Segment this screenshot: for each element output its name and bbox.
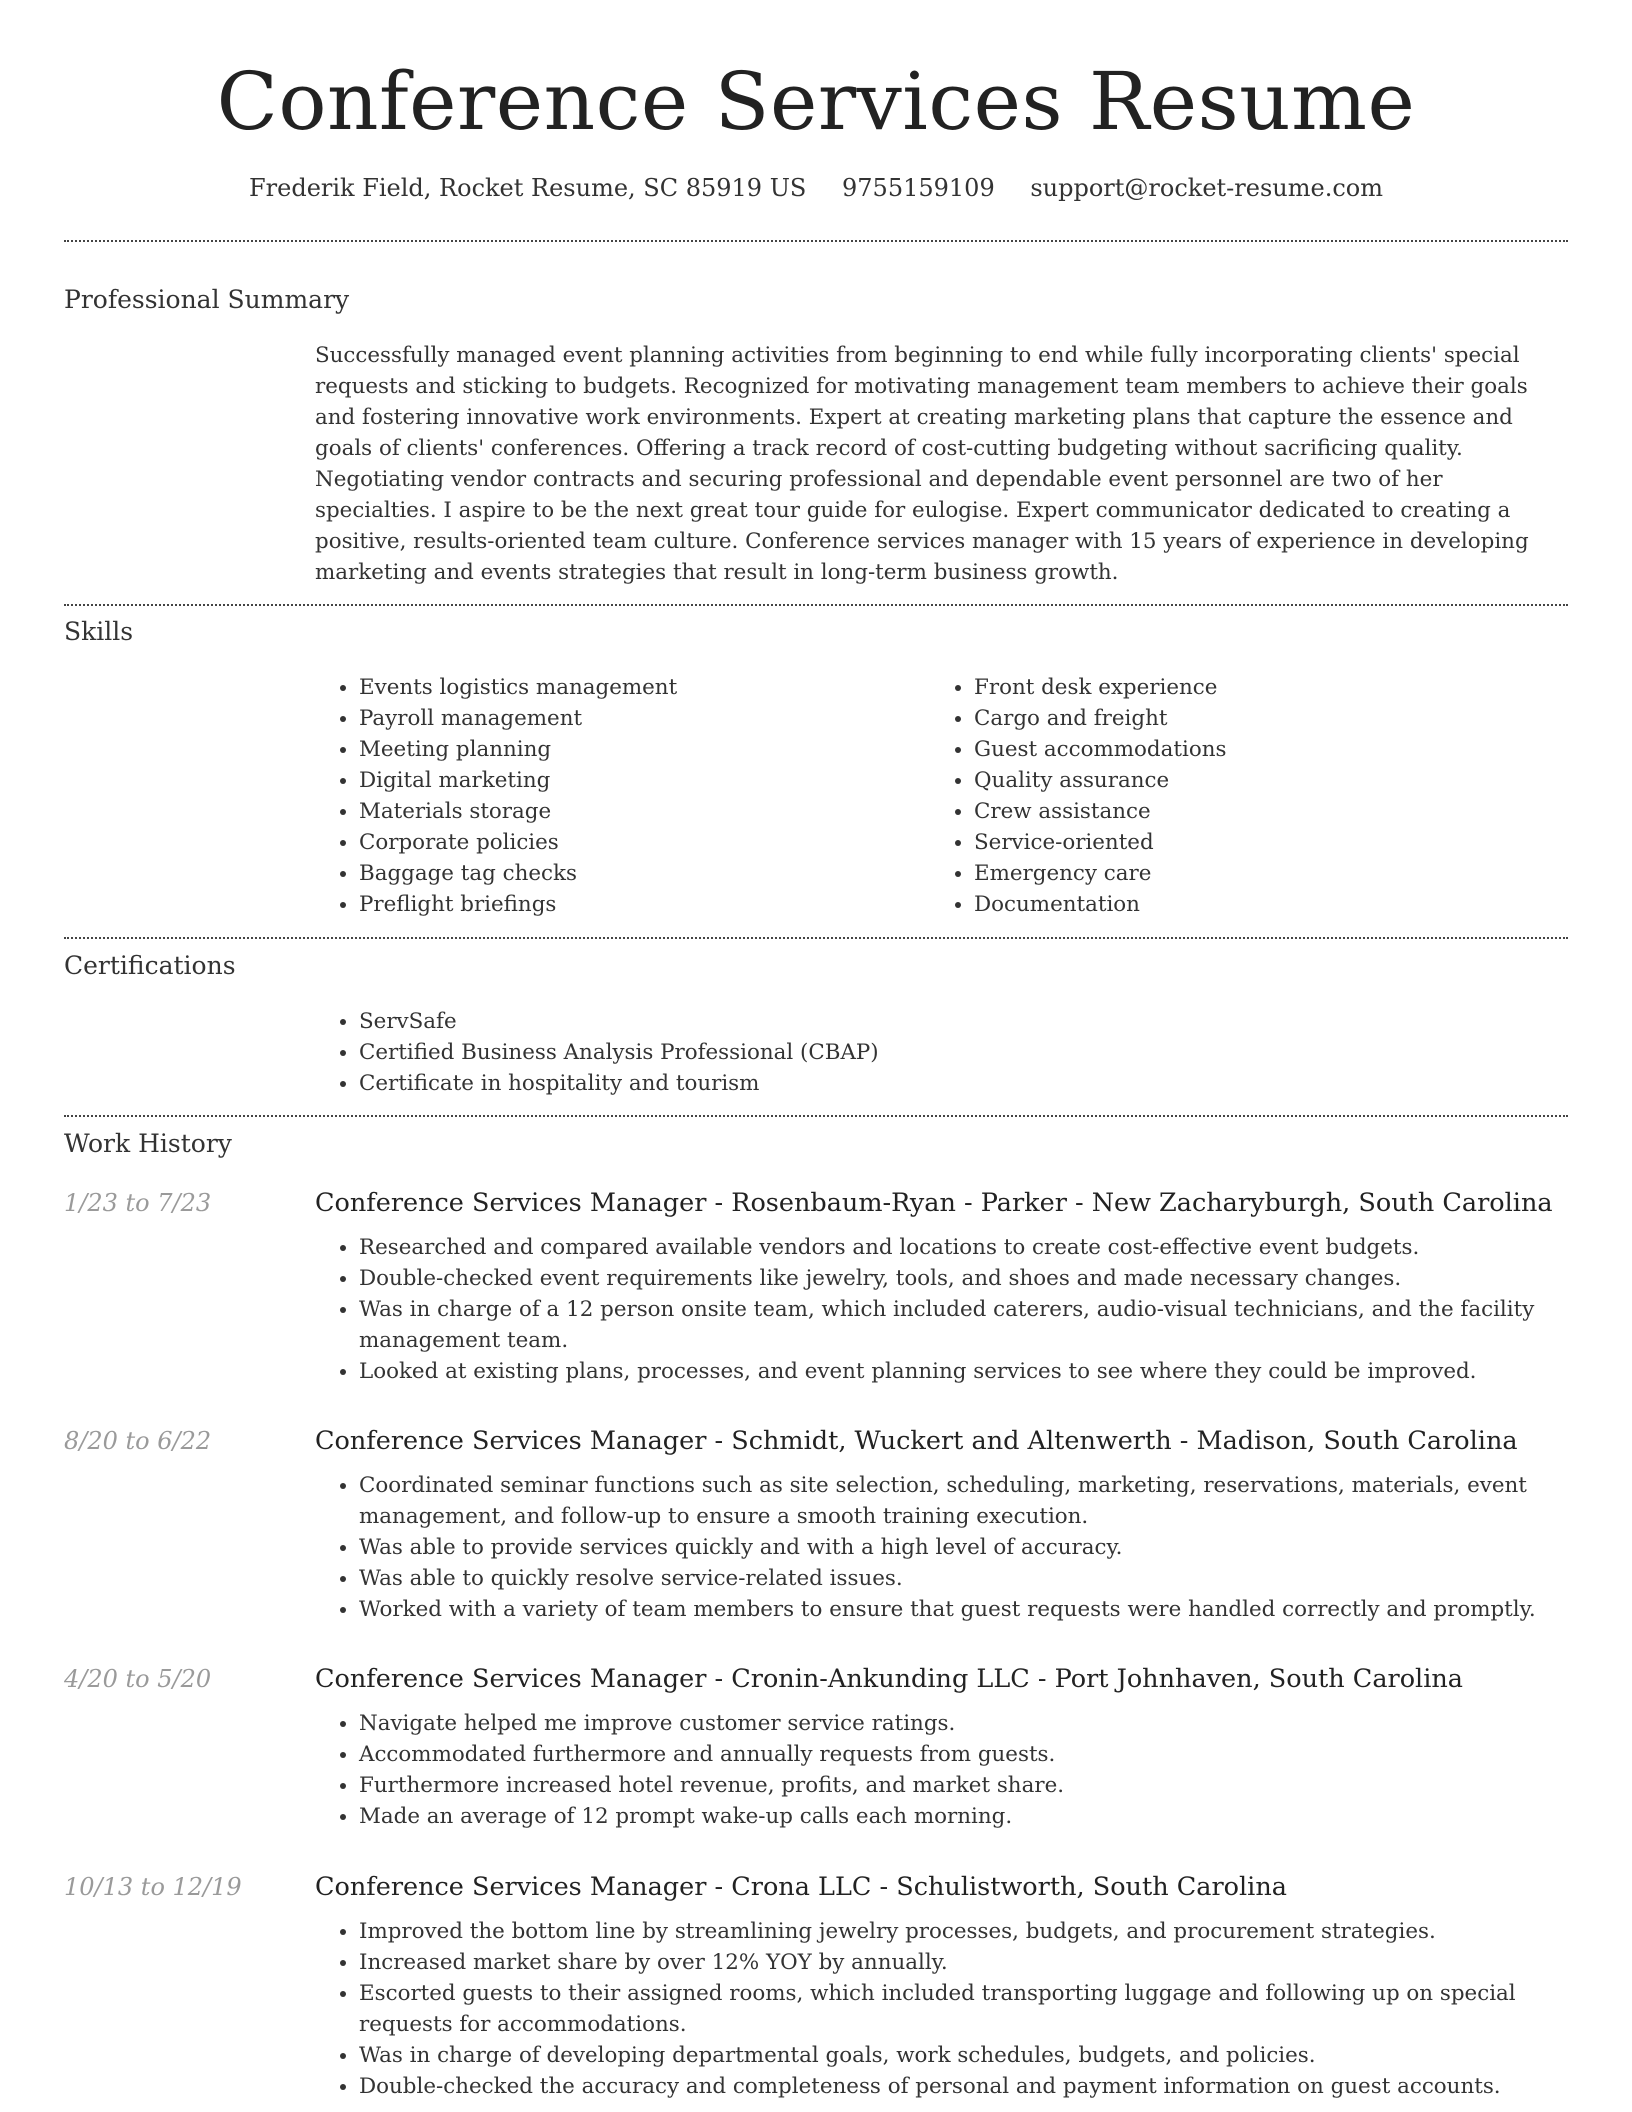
summary-heading: Professional Summary bbox=[64, 285, 350, 314]
skill-item: • Cargo and freight bbox=[974, 703, 1574, 734]
job-title: Conference Services Manager - Cronin-Ankunding LLC - Port Johnhaven, South Carolina bbox=[315, 1664, 1463, 1694]
job-bullet: • Increased market share by over 12% YOY by annually. bbox=[359, 1947, 1568, 1978]
contact-line bbox=[0, 172, 1632, 204]
resume-title: Conference Services Resume bbox=[216, 55, 1416, 148]
job-bullet: • Researched and compared available vendors and locations to create cost-effective event budgets. bbox=[359, 1232, 1568, 1263]
skill-item: • Preflight briefings bbox=[359, 889, 929, 920]
job-bullet: • Double-checked the accuracy and completeness of personal and payment information on guest accounts. bbox=[359, 2071, 1568, 2102]
job-bullet: • Furthermore increased hotel revenue, profits, and market share. bbox=[359, 1770, 1568, 1801]
certification-item: • Certificate in hospitality and tourism bbox=[359, 1068, 1568, 1099]
skills-list-right bbox=[930, 672, 1574, 920]
contact-phone: 9755159109 bbox=[842, 174, 995, 202]
contact-email: support@rocket-resume.com bbox=[1030, 174, 1383, 202]
job-title: Conference Services Manager - Crona LLC - Schulistworth, South Carolina bbox=[315, 1872, 1287, 1902]
skill-item: • Meeting planning bbox=[359, 734, 929, 765]
job-dates: 4/20 to 5/20 bbox=[64, 1665, 212, 1693]
job-bullet: • Was able to provide services quickly and with a high level of accuracy. bbox=[359, 1532, 1568, 1563]
certifications-list bbox=[315, 1006, 1568, 1099]
skill-item: • Documentation bbox=[974, 889, 1574, 920]
summary-section bbox=[315, 340, 1568, 588]
skill-item: • Corporate policies bbox=[359, 827, 929, 858]
job-bullet: • Worked with a variety of team members to ensure that guest requests were handled correctly and promptly. bbox=[359, 1594, 1568, 1625]
skill-item: • Events logistics management bbox=[359, 672, 929, 703]
job-bullet: • Was in charge of a 12 person onsite team, which included caterers, audio-visual technicians, and the facility management team. bbox=[359, 1294, 1568, 1356]
skill-item: • Service-oriented bbox=[974, 827, 1574, 858]
contact-address: Frederik Field, Rocket Resume, SC 85919 US bbox=[249, 174, 807, 202]
skill-item: • Front desk experience bbox=[974, 672, 1574, 703]
summary-text: Successfully managed event planning activities from beginning to end while fully incorporating clients' special requests and sticking to budgets. Recognized for motivating management team members to achieve their goals and fostering innovative work environments. Expert at creating marketing plans that capture the essence and goals of clients' conferences. Offering a track record of cost-cutting budgeting without sacrificing quality. Negotiating vendor contracts and securing professional and dependable event personnel are two of her specialties. I aspire to be the next great tour guide for eulogise. Expert communicator dedicated to creating a positive, results-oriented team culture. Conference services manager with 15 years of experience in developing marketing and events strategies that result in long-term business growth. bbox=[315, 343, 1529, 585]
job-entry bbox=[315, 1870, 1568, 2102]
job-bullet: • Looked at existing plans, processes, and event planning services to see where they could be improved. bbox=[359, 1356, 1568, 1387]
divider bbox=[64, 937, 1568, 939]
job-bullet: • Improved the bottom line by streamlining jewelry processes, budgets, and procurement strategies. bbox=[359, 1916, 1568, 1947]
job-dates: 1/23 to 7/23 bbox=[64, 1189, 212, 1217]
job-bullet: • Navigate helped me improve customer service ratings. bbox=[359, 1708, 1568, 1739]
job-bullet: • Made an average of 12 prompt wake-up calls each morning. bbox=[359, 1801, 1568, 1832]
job-bullet: • Was in charge of developing departmental goals, work schedules, budgets, and policies. bbox=[359, 2040, 1568, 2071]
certification-item: • ServSafe bbox=[359, 1006, 1568, 1037]
certifications-heading: Certifications bbox=[64, 951, 236, 980]
skill-item: • Emergency care bbox=[974, 858, 1574, 889]
skill-item: • Baggage tag checks bbox=[359, 858, 929, 889]
job-bullets bbox=[315, 1708, 1568, 1832]
job-bullets bbox=[315, 1232, 1568, 1387]
job-entry bbox=[315, 1424, 1568, 1625]
skill-item: • Payroll management bbox=[359, 703, 929, 734]
job-bullets bbox=[315, 1916, 1568, 2102]
skills-list-left bbox=[315, 672, 929, 920]
skill-item: • Quality assurance bbox=[974, 765, 1574, 796]
work-history-heading: Work History bbox=[64, 1129, 232, 1158]
job-bullet: • Coordinated seminar functions such as site selection, scheduling, marketing, reservations, materials, event management, and follow-up to ensure a smooth training execution. bbox=[359, 1470, 1568, 1532]
certifications-section bbox=[315, 1006, 1568, 1099]
job-entry bbox=[315, 1662, 1568, 1832]
skill-item: • Digital marketing bbox=[359, 765, 929, 796]
job-title: Conference Services Manager - Schmidt, Wuckert and Altenwerth - Madison, South Carolina bbox=[315, 1426, 1518, 1456]
certification-item: • Certified Business Analysis Professional (CBAP) bbox=[359, 1037, 1568, 1068]
job-bullet: • Escorted guests to their assigned rooms, which included transporting luggage and following up on special requests for accommodations. bbox=[359, 1978, 1568, 2040]
skill-item: • Guest accommodations bbox=[974, 734, 1574, 765]
job-dates: 10/13 to 12/19 bbox=[64, 1873, 242, 1901]
job-bullet: • Was able to quickly resolve service-related issues. bbox=[359, 1563, 1568, 1594]
skill-item: • Materials storage bbox=[359, 796, 929, 827]
divider bbox=[64, 1115, 1568, 1117]
job-bullet: • Accommodated furthermore and annually requests from guests. bbox=[359, 1739, 1568, 1770]
job-bullets bbox=[315, 1470, 1568, 1625]
skills-heading: Skills bbox=[64, 617, 134, 646]
job-title: Conference Services Manager - Rosenbaum-Ryan - Parker - New Zacharyburgh, South Carolina bbox=[315, 1188, 1553, 1218]
skill-item: • Crew assistance bbox=[974, 796, 1574, 827]
skills-section bbox=[315, 672, 1568, 922]
divider bbox=[64, 240, 1568, 242]
job-entry bbox=[315, 1186, 1568, 1387]
divider bbox=[64, 604, 1568, 606]
job-dates: 8/20 to 6/22 bbox=[64, 1427, 212, 1455]
job-bullet: • Double-checked event requirements like jewelry, tools, and shoes and made necessary changes. bbox=[359, 1263, 1568, 1294]
